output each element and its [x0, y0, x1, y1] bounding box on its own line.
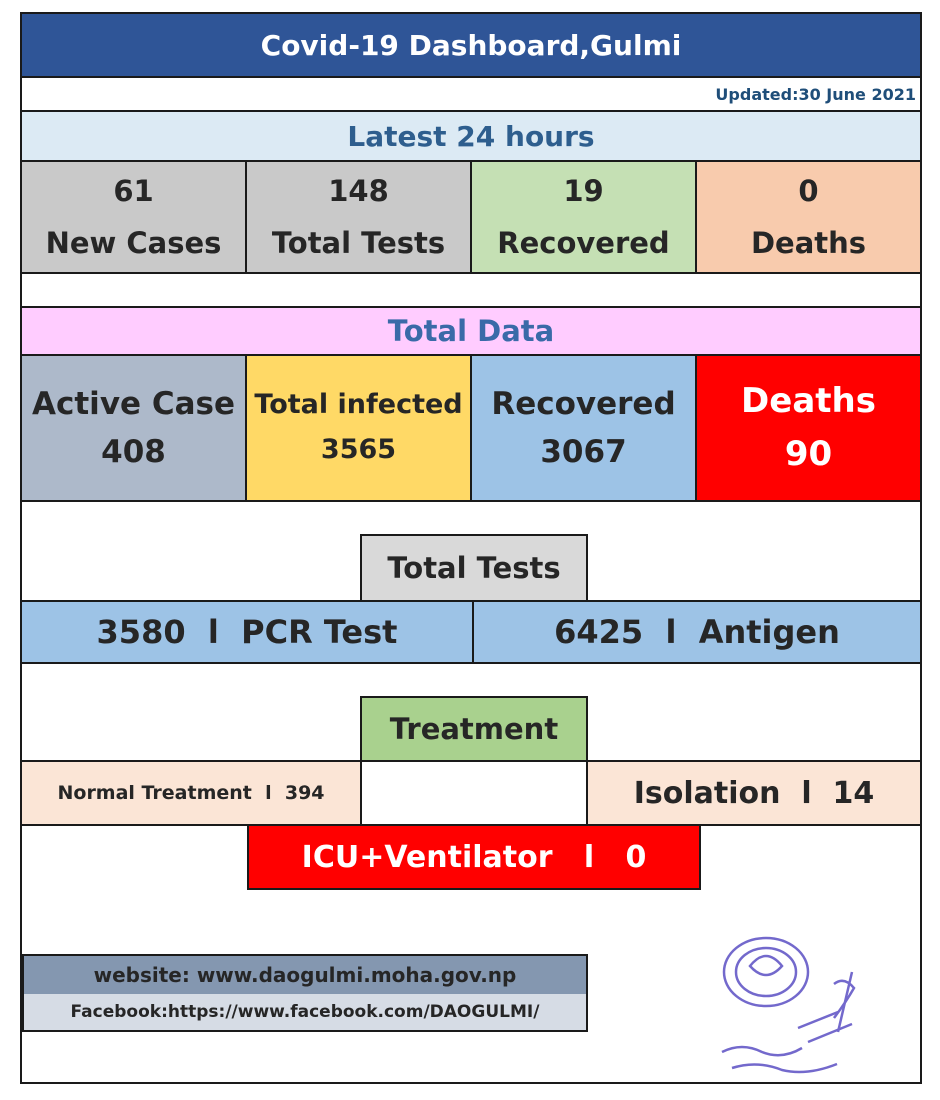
- treatment-blank-cell: [360, 760, 588, 826]
- stat-value: 148: [328, 173, 389, 208]
- stat-deaths: [695, 160, 922, 274]
- total-data-heading-text: Total Data: [387, 314, 555, 348]
- total-value: 3067: [540, 434, 627, 470]
- isolation-count: [586, 760, 922, 826]
- normal-treatment-text: Normal Treatment l 394: [57, 782, 325, 804]
- total-active-case: [20, 354, 247, 502]
- dashboard-frame: [20, 12, 922, 1084]
- updated-date: [22, 78, 920, 112]
- pcr-test-text: 3580 l PCR Test: [96, 613, 398, 651]
- total-data-heading: [22, 306, 920, 356]
- stat-label: New Cases: [45, 226, 222, 260]
- stat-value: 0: [798, 173, 819, 208]
- icu-ventilator-count: [247, 824, 701, 890]
- total-label: Active Case: [32, 385, 235, 422]
- pcr-test-count: [20, 600, 474, 664]
- total-label: Deaths: [741, 381, 876, 422]
- page-title: [22, 14, 920, 78]
- updated-date-text: Updated:30 June 2021: [715, 84, 916, 104]
- page-title-text: Covid-19 Dashboard,Gulmi: [260, 28, 682, 62]
- stat-value: 61: [113, 173, 154, 208]
- stat-value: 19: [563, 173, 604, 208]
- total-value: 408: [101, 434, 166, 470]
- facebook-text: Facebook:https://www.facebook.com/DAOGULMI/: [70, 1002, 540, 1022]
- total-infected: [245, 354, 472, 502]
- total-label: Recovered: [491, 385, 676, 422]
- total-tests-heading: [360, 534, 588, 602]
- website-link[interactable]: [22, 954, 588, 996]
- stat-label: Recovered: [497, 226, 670, 260]
- facebook-link[interactable]: [22, 994, 588, 1032]
- normal-treatment-count: [20, 760, 362, 826]
- icu-ventilator-text: ICU+Ventilator l 0: [301, 839, 647, 875]
- office-seal-stamp-icon: [702, 932, 882, 1082]
- stat-recovered: [470, 160, 697, 274]
- antigen-test-text: 6425 l Antigen: [554, 613, 840, 651]
- total-tests-heading-text: Total Tests: [387, 551, 561, 585]
- treatment-heading-text: Treatment: [389, 712, 559, 746]
- latest-24-heading: [22, 112, 920, 162]
- total-value: 90: [784, 434, 833, 474]
- stat-new-cases: [20, 160, 247, 274]
- total-deaths: [695, 354, 922, 502]
- latest-24-heading-text: Latest 24 hours: [347, 119, 595, 153]
- total-label: Total infected: [254, 389, 463, 421]
- stat-label: Deaths: [750, 226, 867, 260]
- total-value: 3565: [320, 434, 397, 465]
- antigen-test-count: [472, 600, 922, 664]
- isolation-text: Isolation l 14: [633, 775, 875, 811]
- stat-total-tests: [245, 160, 472, 274]
- total-recovered: [470, 354, 697, 502]
- treatment-heading: [360, 696, 588, 762]
- website-text: website: www.daogulmi.moha.gov.np: [93, 963, 517, 987]
- stat-label: Total Tests: [271, 226, 446, 260]
